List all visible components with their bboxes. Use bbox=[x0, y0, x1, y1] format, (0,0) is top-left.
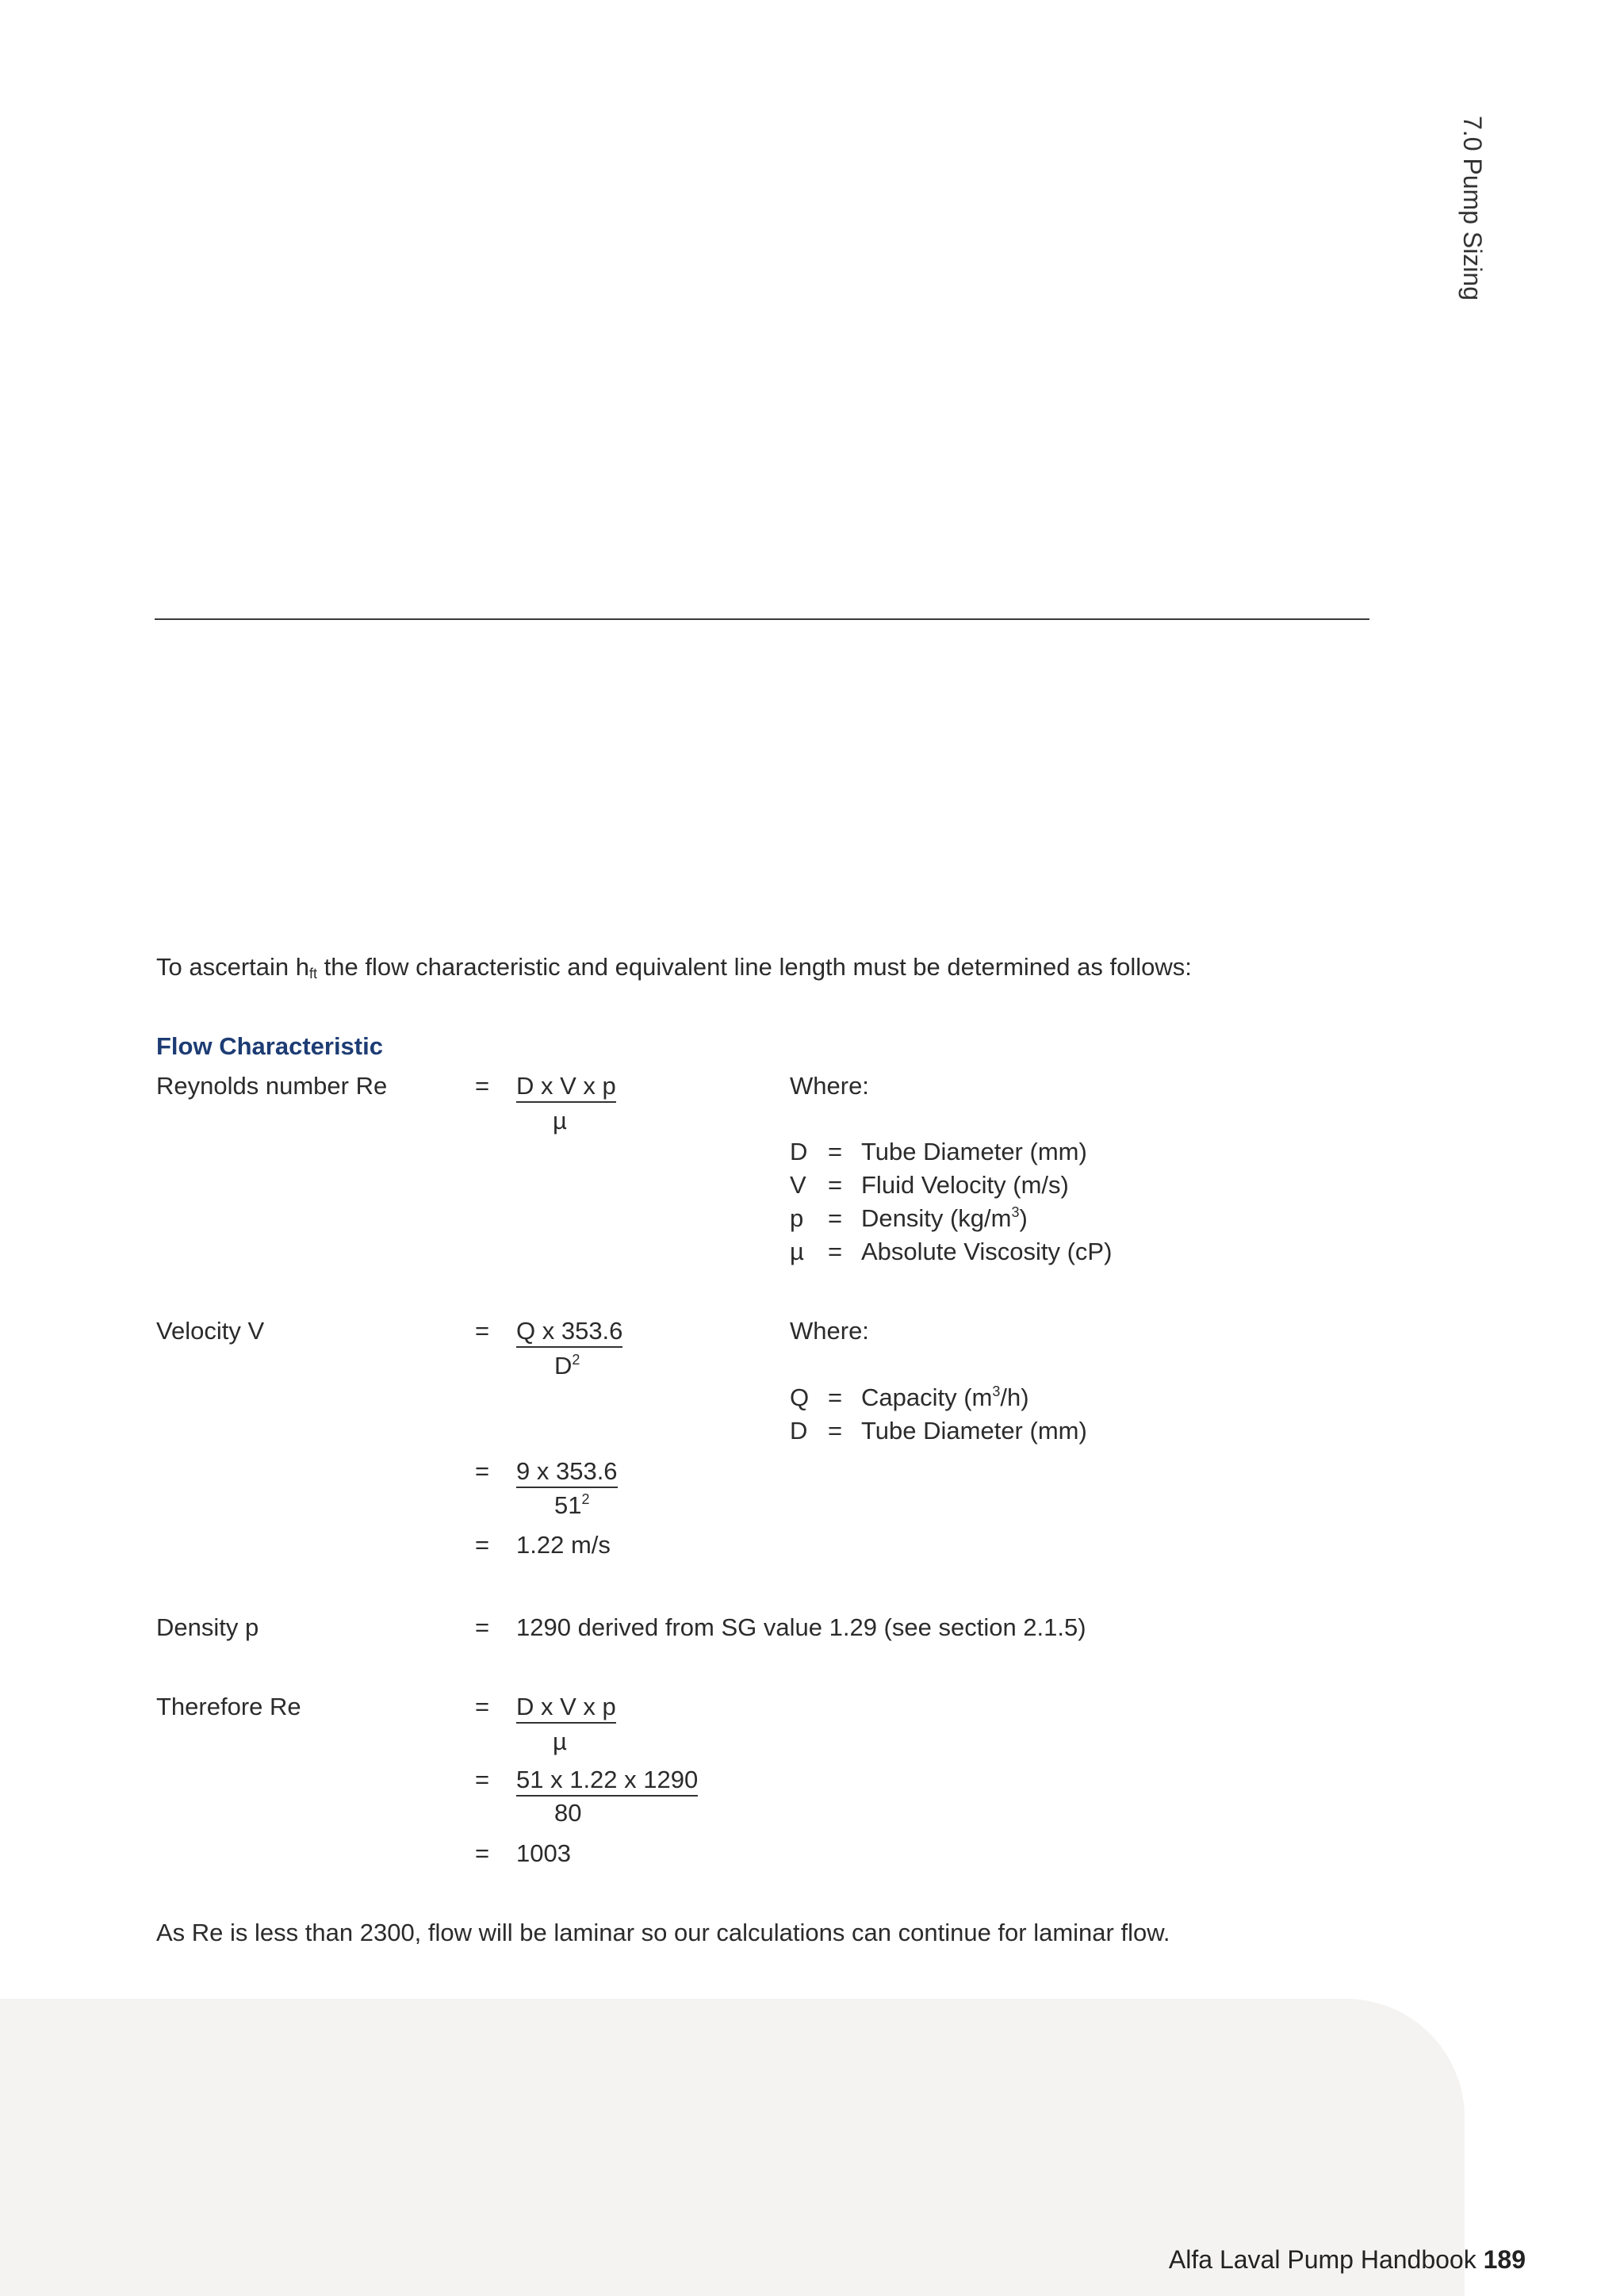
def-text-tail: /h) bbox=[1000, 1383, 1029, 1411]
velocity-result: 1.22 m/s bbox=[516, 1531, 611, 1559]
velocity-label: Velocity V bbox=[156, 1317, 265, 1345]
def-text-main: Capacity (m bbox=[861, 1383, 993, 1411]
velocity-result-equals: = bbox=[475, 1531, 490, 1559]
def-symbol: V bbox=[790, 1171, 806, 1199]
therefore-label: Therefore Re bbox=[156, 1693, 301, 1720]
def-text: Fluid Velocity (m/s) bbox=[861, 1171, 1069, 1199]
therefore-step-equals: = bbox=[475, 1766, 490, 1793]
def-text bbox=[861, 1206, 1028, 1230]
velocity-denominator-base: D bbox=[554, 1352, 573, 1380]
horizontal-rule bbox=[155, 618, 1369, 620]
intro-after: the flow characteristic and equivalent line length must be determined as follows: bbox=[317, 953, 1192, 981]
def-symbol: p bbox=[790, 1204, 804, 1232]
intro-text bbox=[156, 953, 1192, 982]
def-equals: = bbox=[828, 1138, 843, 1165]
def-text-tail: ) bbox=[1019, 1204, 1028, 1232]
def-superscript: 3 bbox=[1011, 1204, 1020, 1220]
conclusion-text: As Re is less than 2300, flow will be laminar so our calculations can continue for laminar flow. bbox=[156, 1919, 1170, 1946]
def-equals: = bbox=[828, 1238, 843, 1265]
therefore-result-equals: = bbox=[475, 1839, 490, 1867]
def-text: Tube Diameter (mm) bbox=[861, 1138, 1087, 1165]
velocity-step-denominator bbox=[554, 1493, 590, 1517]
velocity-step-numerator: 9 x 353.6 bbox=[516, 1459, 618, 1488]
def-equals: = bbox=[828, 1417, 843, 1445]
velocity-denominator-sup: 2 bbox=[572, 1352, 580, 1368]
def-symbol: µ bbox=[790, 1238, 804, 1265]
velocity-where: Where: bbox=[790, 1317, 869, 1345]
reynolds-denominator: µ bbox=[553, 1107, 567, 1135]
velocity-step-denominator-sup: 2 bbox=[581, 1491, 590, 1507]
def-text-main: Density (kg/m bbox=[861, 1204, 1012, 1232]
reynolds-label: Reynolds number Re bbox=[156, 1072, 388, 1100]
flow-characteristic-heading: Flow Characteristic bbox=[156, 1032, 383, 1060]
intro-before: To ascertain h bbox=[156, 953, 309, 981]
page-number: 189 bbox=[1483, 2245, 1526, 2274]
velocity-equals: = bbox=[475, 1317, 490, 1345]
therefore-numerator: D x V x p bbox=[516, 1694, 616, 1724]
def-superscript: 3 bbox=[992, 1383, 1001, 1399]
therefore-step-numerator: 51 x 1.22 x 1290 bbox=[516, 1767, 698, 1797]
therefore-step-denominator: 80 bbox=[554, 1799, 582, 1827]
density-label: Density p bbox=[156, 1613, 259, 1641]
velocity-numerator: Q x 353.6 bbox=[516, 1318, 622, 1348]
velocity-step-equals: = bbox=[475, 1457, 490, 1485]
density-value: 1290 derived from SG value 1.29 (see section 2.1.5) bbox=[516, 1613, 1086, 1641]
def-symbol: Q bbox=[790, 1383, 810, 1411]
reynolds-equals: = bbox=[475, 1072, 490, 1100]
def-text: Tube Diameter (mm) bbox=[861, 1417, 1087, 1445]
section-title: 7.0 Pump Sizing bbox=[1458, 116, 1487, 301]
reynolds-where: Where: bbox=[790, 1072, 869, 1100]
therefore-denominator: µ bbox=[553, 1728, 567, 1755]
intro-subscript: ft bbox=[309, 966, 318, 982]
velocity-denominator bbox=[554, 1353, 580, 1378]
def-text bbox=[861, 1385, 1029, 1410]
therefore-result: 1003 bbox=[516, 1839, 571, 1867]
therefore-equals: = bbox=[475, 1693, 490, 1720]
def-equals: = bbox=[828, 1383, 843, 1411]
reynolds-numerator: D x V x p bbox=[516, 1073, 616, 1103]
def-equals: = bbox=[828, 1171, 843, 1199]
velocity-step-denominator-base: 51 bbox=[554, 1491, 582, 1519]
def-symbol: D bbox=[790, 1417, 808, 1445]
def-symbol: D bbox=[790, 1138, 808, 1165]
def-text: Absolute Viscosity (cP) bbox=[861, 1238, 1113, 1265]
def-equals: = bbox=[828, 1204, 843, 1232]
footer bbox=[1169, 2247, 1526, 2272]
footer-title: Alfa Laval Pump Handbook bbox=[1168, 2245, 1477, 2274]
density-equals: = bbox=[475, 1613, 490, 1641]
